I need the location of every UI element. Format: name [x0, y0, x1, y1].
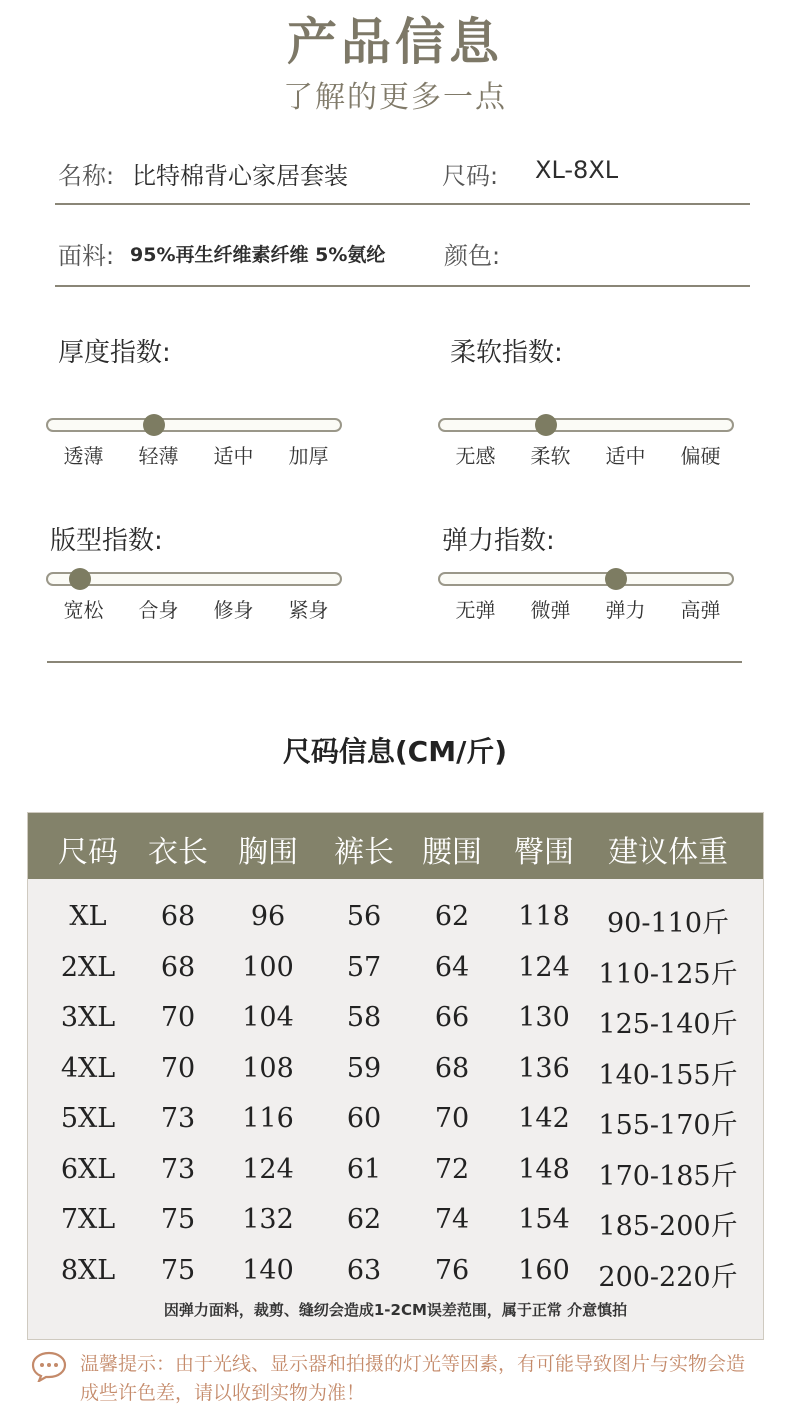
- tick-label: 无感: [455, 444, 496, 468]
- tick-label: 合身: [138, 598, 179, 622]
- tick-label: 修身: [213, 598, 254, 622]
- table-cell: 118: [518, 901, 570, 932]
- table-cell: 56: [346, 901, 382, 932]
- slider-ticks: [46, 440, 346, 469]
- table-row: [28, 952, 763, 1002]
- tick-label: 宽松: [63, 598, 104, 622]
- slider-ticks: [46, 594, 346, 623]
- table-cell: 154: [518, 1204, 570, 1235]
- table-row: [28, 901, 763, 951]
- table-cell: 70: [160, 1052, 196, 1084]
- speech-bubble-icon: [30, 1350, 68, 1382]
- table-row: [28, 1103, 763, 1153]
- table-cell: 75: [160, 1204, 196, 1235]
- table-cell: 108: [242, 1052, 294, 1084]
- table-cell: 125-140斤: [598, 1009, 738, 1040]
- table-row: [28, 1053, 763, 1103]
- page-subtitle: 了解的更多一点: [283, 80, 507, 115]
- table-cell: 60: [346, 1103, 382, 1134]
- tick-label: 适中: [213, 444, 254, 468]
- table-row: [28, 1204, 763, 1254]
- elasticity-index-title: 弹力指数:: [442, 526, 555, 556]
- table-cell: 116: [242, 1103, 294, 1134]
- table-cell: 57: [346, 951, 382, 983]
- table-cell: 4XL: [60, 1052, 116, 1084]
- slider-knob: [605, 568, 627, 590]
- slider-track: [438, 572, 734, 586]
- table-cell: 8XL: [60, 1254, 116, 1286]
- table-cell: 185-200斤: [598, 1211, 738, 1242]
- table-cell: 6XL: [60, 1153, 116, 1185]
- table-cell: 73: [160, 1103, 196, 1134]
- slider-track: [438, 418, 734, 432]
- table-cell: 5XL: [60, 1103, 116, 1134]
- tick-label: 轻薄: [138, 444, 179, 468]
- tick-label: 柔软: [530, 444, 571, 468]
- name-label: 名称:: [58, 162, 115, 190]
- fabric-value: 95%再生纤维素纤维 5%氨纶: [130, 244, 386, 266]
- table-cell: 160: [518, 1254, 570, 1286]
- table-cell: 100: [242, 951, 294, 983]
- table-cell: 96: [250, 901, 286, 932]
- table-note: 因弹力面料，裁剪、缝纫会造成1-2CM误差范围，属于正常 介意慎拍: [163, 1301, 628, 1319]
- table-cell: 68: [434, 1052, 470, 1084]
- table-cell: 68: [160, 951, 196, 983]
- fit-slider: [46, 572, 346, 623]
- thickness-index-title: 厚度指数:: [58, 338, 171, 368]
- table-cell: 142: [518, 1103, 570, 1134]
- table-cell: 72: [434, 1153, 470, 1185]
- table-row: [28, 1255, 763, 1305]
- table-row: [28, 1154, 763, 1204]
- slider-knob: [143, 414, 165, 436]
- thickness-slider: [46, 418, 346, 469]
- size-label: 尺码:: [442, 162, 499, 190]
- table-cell: 61: [346, 1153, 382, 1185]
- table-cell: 68: [160, 901, 196, 932]
- table-cell: 110-125斤: [598, 958, 738, 990]
- table-cell: 124: [242, 1153, 294, 1185]
- tick-label: 高弹: [680, 598, 721, 622]
- table-cell: 170-185斤: [598, 1160, 738, 1192]
- table-cell: 76: [434, 1254, 470, 1286]
- column-header: 建议体重: [608, 835, 728, 870]
- size-table-title: 尺码信息(CM/斤): [282, 735, 508, 768]
- table-cell: 75: [160, 1254, 196, 1286]
- table-cell: 140-155斤: [598, 1059, 738, 1091]
- slider-ticks: [438, 594, 738, 623]
- slider-track: [46, 418, 342, 432]
- table-cell: 148: [518, 1153, 570, 1185]
- size-table: [27, 812, 764, 1340]
- table-cell: 104: [242, 1002, 294, 1033]
- table-cell: 62: [346, 1204, 382, 1235]
- table-cell: 3XL: [60, 1002, 116, 1033]
- table-cell: 64: [434, 951, 470, 983]
- table-cell: 59: [346, 1052, 382, 1084]
- name-value: 比特棉背心家居套装: [132, 162, 348, 190]
- divider: [55, 203, 750, 205]
- table-cell: 7XL: [60, 1204, 116, 1235]
- table-cell: 66: [434, 1002, 470, 1033]
- table-cell: 155-170斤: [598, 1110, 738, 1141]
- table-cell: 2XL: [60, 951, 116, 983]
- tick-label: 透薄: [63, 444, 104, 468]
- table-cell: 70: [434, 1103, 470, 1134]
- tick-label: 适中: [605, 444, 646, 468]
- tip-text: 温馨提示：由于光线、显示器和拍摄的灯光等因素，有可能导致图片与实物会造成些许色差，请以收到实物为准！: [80, 1353, 746, 1404]
- slider-track: [46, 572, 342, 586]
- elasticity-slider: [438, 572, 738, 623]
- tick-label: 微弹: [530, 598, 571, 622]
- size-value: XL-8XL: [535, 156, 619, 184]
- slider-knob: [69, 568, 91, 590]
- table-cell: 58: [346, 1002, 382, 1033]
- table-cell: 132: [242, 1204, 294, 1235]
- column-header: 臀围: [514, 835, 574, 870]
- softness-slider: [438, 418, 738, 469]
- column-header: 腰围: [422, 835, 482, 870]
- tick-label: 加厚: [288, 444, 329, 468]
- table-cell: XL: [69, 901, 107, 932]
- divider: [47, 661, 742, 663]
- tick-label: 偏硬: [680, 444, 721, 468]
- table-cell: 63: [346, 1254, 382, 1286]
- tick-label: 弹力: [605, 598, 646, 622]
- table-row: [28, 1002, 763, 1052]
- fabric-label: 面料:: [58, 242, 115, 270]
- tick-label: 无弹: [455, 598, 496, 622]
- table-cell: 124: [518, 951, 570, 983]
- tick-label: 紧身: [288, 598, 329, 622]
- page-title: 产品信息: [287, 13, 503, 71]
- table-cell: 130: [518, 1002, 570, 1033]
- slider-ticks: [438, 440, 738, 469]
- column-header: 胸围: [238, 835, 298, 870]
- column-header: 尺码: [58, 835, 118, 870]
- table-cell: 62: [434, 901, 470, 932]
- table-cell: 90-110斤: [606, 908, 729, 939]
- table-cell: 73: [160, 1153, 196, 1185]
- column-header: 裤长: [334, 835, 394, 870]
- softness-index-title: 柔软指数:: [450, 338, 563, 368]
- fit-index-title: 版型指数:: [50, 526, 163, 556]
- table-cell: 74: [434, 1204, 470, 1235]
- table-header: [28, 813, 763, 879]
- color-label: 颜色:: [444, 242, 501, 270]
- column-header: 衣长: [148, 835, 208, 870]
- table-cell: 136: [518, 1052, 570, 1084]
- table-cell: 140: [242, 1254, 294, 1286]
- slider-knob: [535, 414, 557, 436]
- table-cell: 70: [160, 1002, 196, 1033]
- divider: [55, 285, 750, 287]
- table-cell: 200-220斤: [598, 1261, 738, 1293]
